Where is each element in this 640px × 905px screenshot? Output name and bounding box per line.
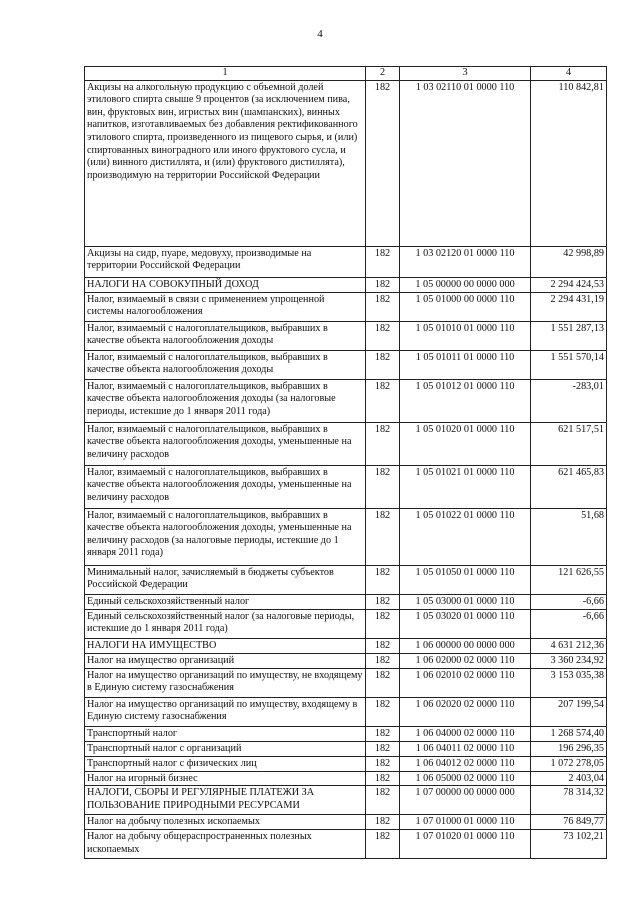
row-admin-cell: 182 xyxy=(366,321,400,350)
row-code-cell: 1 05 01020 01 0000 110 xyxy=(400,422,531,465)
row-name-cell: Транспортный налог с физических лиц xyxy=(85,756,366,771)
row-admin-cell: 182 xyxy=(366,786,400,815)
row-code-cell: 1 05 00000 00 0000 000 xyxy=(400,277,531,292)
row-admin-cell: 182 xyxy=(366,653,400,668)
table-row xyxy=(85,422,607,465)
row-name-cell: Налог, взимаемый с налогоплательщиков, выбравших в качестве объекта налогообложения доходы, уменьшенные на величину расходов xyxy=(85,465,366,508)
row-name-cell: Налог, взимаемый с налогоплательщиков, выбравших в качестве объекта налогообложения доходы xyxy=(85,350,366,379)
table-row xyxy=(85,697,607,726)
row-amount-cell: 1 551 570,14 xyxy=(531,350,607,379)
table-row xyxy=(85,830,607,859)
row-amount-cell: 51,68 xyxy=(531,508,607,565)
row-name-cell: Минимальный налог, зачисляемый в бюджеты субъектов Российской Федерации xyxy=(85,565,366,594)
row-name-cell: Налог, взимаемый с налогоплательщиков, выбравших в качестве объекта налогообложения доходы (за налоговые периоды, истекшие до 1 января 2011 года) xyxy=(85,379,366,422)
table-row xyxy=(85,565,607,594)
page-number: 4 xyxy=(317,28,323,40)
row-admin-cell: 182 xyxy=(366,80,400,246)
row-code-cell: 1 07 01000 01 0000 110 xyxy=(400,815,531,830)
row-amount-cell: -283,01 xyxy=(531,379,607,422)
table-row xyxy=(85,277,607,292)
row-admin-cell: 182 xyxy=(366,741,400,756)
table-row xyxy=(85,668,607,697)
row-name-cell: Единый сельскохозяйственный налог (за налоговые периоды, истекшие до 1 января 2011 года) xyxy=(85,609,366,638)
row-admin-cell: 182 xyxy=(366,246,400,277)
row-admin-cell: 182 xyxy=(366,350,400,379)
row-admin-cell: 182 xyxy=(366,668,400,697)
column-header-name: 1 xyxy=(85,67,366,81)
row-amount-cell: 2 403,04 xyxy=(531,771,607,786)
row-amount-cell: 2 294 424,53 xyxy=(531,277,607,292)
row-admin-cell: 182 xyxy=(366,379,400,422)
row-code-cell: 1 05 03000 01 0000 110 xyxy=(400,594,531,609)
row-code-cell: 1 05 01011 01 0000 110 xyxy=(400,350,531,379)
row-name-cell: Транспортный налог с организаций xyxy=(85,741,366,756)
row-amount-cell: 621 517,51 xyxy=(531,422,607,465)
row-admin-cell: 182 xyxy=(366,465,400,508)
table-header-row xyxy=(85,67,607,81)
row-amount-cell: 4 631 212,36 xyxy=(531,638,607,653)
row-admin-cell: 182 xyxy=(366,638,400,653)
row-amount-cell: 1 268 574,40 xyxy=(531,726,607,741)
column-header-admin: 2 xyxy=(366,67,400,81)
row-admin-cell: 182 xyxy=(366,815,400,830)
row-amount-cell: 196 296,35 xyxy=(531,741,607,756)
row-code-cell: 1 06 04011 02 0000 110 xyxy=(400,741,531,756)
table-row xyxy=(85,609,607,638)
row-amount-cell: 3 360 234,92 xyxy=(531,653,607,668)
table-row xyxy=(85,292,607,321)
table-row xyxy=(85,756,607,771)
row-code-cell: 1 05 01000 00 0000 110 xyxy=(400,292,531,321)
row-admin-cell: 182 xyxy=(366,565,400,594)
table-row xyxy=(85,594,607,609)
row-name-cell: Налог, взимаемый с налогоплательщиков, выбравших в качестве объекта налогообложения доходы xyxy=(85,321,366,350)
table-row xyxy=(85,508,607,565)
row-amount-cell: 76 849,77 xyxy=(531,815,607,830)
row-name-cell: Налог, взимаемый с налогоплательщиков, выбравших в качестве объекта налогообложения доходы, уменьшенные на величину расходов xyxy=(85,422,366,465)
row-name-cell: НАЛОГИ НА ИМУЩЕСТВО xyxy=(85,638,366,653)
row-name-cell: Налог на имущество организаций по имуществу, не входящему в Единую систему газоснабжения xyxy=(85,668,366,697)
row-name-cell: Налог, взимаемый в связи с применением упрощенной системы налогообложения xyxy=(85,292,366,321)
table-row xyxy=(85,465,607,508)
row-admin-cell: 182 xyxy=(366,594,400,609)
row-amount-cell: 110 842,81 xyxy=(531,80,607,246)
column-header-code: 3 xyxy=(400,67,531,81)
revenue-table xyxy=(84,66,607,859)
row-amount-cell: -6,66 xyxy=(531,609,607,638)
row-name-cell: НАЛОГИ НА СОВОКУПНЫЙ ДОХОД xyxy=(85,277,366,292)
row-admin-cell: 182 xyxy=(366,697,400,726)
table-row xyxy=(85,786,607,815)
row-code-cell: 1 06 00000 00 0000 000 xyxy=(400,638,531,653)
row-code-cell: 1 05 03020 01 0000 110 xyxy=(400,609,531,638)
row-code-cell: 1 06 04012 02 0000 110 xyxy=(400,756,531,771)
row-admin-cell: 182 xyxy=(366,726,400,741)
row-amount-cell: 1 551 287,13 xyxy=(531,321,607,350)
row-code-cell: 1 03 02120 01 0000 110 xyxy=(400,246,531,277)
table-row xyxy=(85,80,607,246)
row-admin-cell: 182 xyxy=(366,771,400,786)
row-name-cell: Акцизы на алкогольную продукцию с объемной долей этилового спирта свыше 9 процентов (за исключением пива, вин, фруктовых вин, игристых вин (шампанских), винных напитков, изготавливаемых без добавления ректификованного этилового спирта, произведенного из пищевого сырья, и (или) спиртованных виноградного или иного фруктового сусла, и (или) винного дистиллята, и (или) фруктового дистиллята), производимую на территории Российской Федерации xyxy=(85,80,366,246)
row-amount-cell: 121 626,55 xyxy=(531,565,607,594)
table-row xyxy=(85,246,607,277)
table-row xyxy=(85,815,607,830)
row-name-cell: Налог на имущество организаций по имуществу, входящему в Единую систему газоснабжения xyxy=(85,697,366,726)
row-code-cell: 1 06 02000 02 0000 110 xyxy=(400,653,531,668)
table-row xyxy=(85,653,607,668)
row-amount-cell: 207 199,54 xyxy=(531,697,607,726)
row-code-cell: 1 05 01010 01 0000 110 xyxy=(400,321,531,350)
row-code-cell: 1 06 02020 02 0000 110 xyxy=(400,697,531,726)
table-row xyxy=(85,321,607,350)
table-row xyxy=(85,379,607,422)
row-admin-cell: 182 xyxy=(366,277,400,292)
row-name-cell: Налог на имущество организаций xyxy=(85,653,366,668)
row-name-cell: Единый сельскохозяйственный налог xyxy=(85,594,366,609)
row-code-cell: 1 06 04000 02 0000 110 xyxy=(400,726,531,741)
row-code-cell: 1 03 02110 01 0000 110 xyxy=(400,80,531,246)
table-row xyxy=(85,726,607,741)
table-row xyxy=(85,638,607,653)
row-admin-cell: 182 xyxy=(366,422,400,465)
table-body xyxy=(85,80,607,859)
row-name-cell: Налог на добычу полезных ископаемых xyxy=(85,815,366,830)
row-amount-cell: 78 314,32 xyxy=(531,786,607,815)
row-name-cell: Налог на добычу общераспространенных полезных ископаемых xyxy=(85,830,366,859)
row-code-cell: 1 05 01022 01 0000 110 xyxy=(400,508,531,565)
row-code-cell: 1 05 01012 01 0000 110 xyxy=(400,379,531,422)
row-amount-cell: 42 998,89 xyxy=(531,246,607,277)
row-admin-cell: 182 xyxy=(366,609,400,638)
row-admin-cell: 182 xyxy=(366,830,400,859)
column-header-amount: 4 xyxy=(531,67,607,81)
row-amount-cell: 1 072 278,05 xyxy=(531,756,607,771)
table-row xyxy=(85,350,607,379)
row-amount-cell: 2 294 431,19 xyxy=(531,292,607,321)
row-code-cell: 1 06 02010 02 0000 110 xyxy=(400,668,531,697)
row-code-cell: 1 07 00000 00 0000 000 xyxy=(400,786,531,815)
row-code-cell: 1 05 01050 01 0000 110 xyxy=(400,565,531,594)
table-row xyxy=(85,741,607,756)
row-code-cell: 1 06 05000 02 0000 110 xyxy=(400,771,531,786)
table-row xyxy=(85,771,607,786)
row-amount-cell: -6,66 xyxy=(531,594,607,609)
row-name-cell: Транспортный налог xyxy=(85,726,366,741)
row-amount-cell: 621 465,83 xyxy=(531,465,607,508)
row-name-cell: Налог на игорный бизнес xyxy=(85,771,366,786)
row-admin-cell: 182 xyxy=(366,508,400,565)
row-amount-cell: 73 102,21 xyxy=(531,830,607,859)
row-code-cell: 1 05 01021 01 0000 110 xyxy=(400,465,531,508)
row-code-cell: 1 07 01020 01 0000 110 xyxy=(400,830,531,859)
row-amount-cell: 3 153 035,38 xyxy=(531,668,607,697)
row-admin-cell: 182 xyxy=(366,756,400,771)
row-admin-cell: 182 xyxy=(366,292,400,321)
row-name-cell: Налог, взимаемый с налогоплательщиков, выбравших в качестве объекта налогообложения доходы, уменьшенные на величину расходов (за налоговые периоды, истекшие до 1 января 2011 года) xyxy=(85,508,366,565)
row-name-cell: Акцизы на сидр, пуаре, медовуху, производимые на территории Российской Федерации xyxy=(85,246,366,277)
row-name-cell: НАЛОГИ, СБОРЫ И РЕГУЛЯРНЫЕ ПЛАТЕЖИ ЗА ПОЛЬЗОВАНИЕ ПРИРОДНЫМИ РЕСУРСАМИ xyxy=(85,786,366,815)
